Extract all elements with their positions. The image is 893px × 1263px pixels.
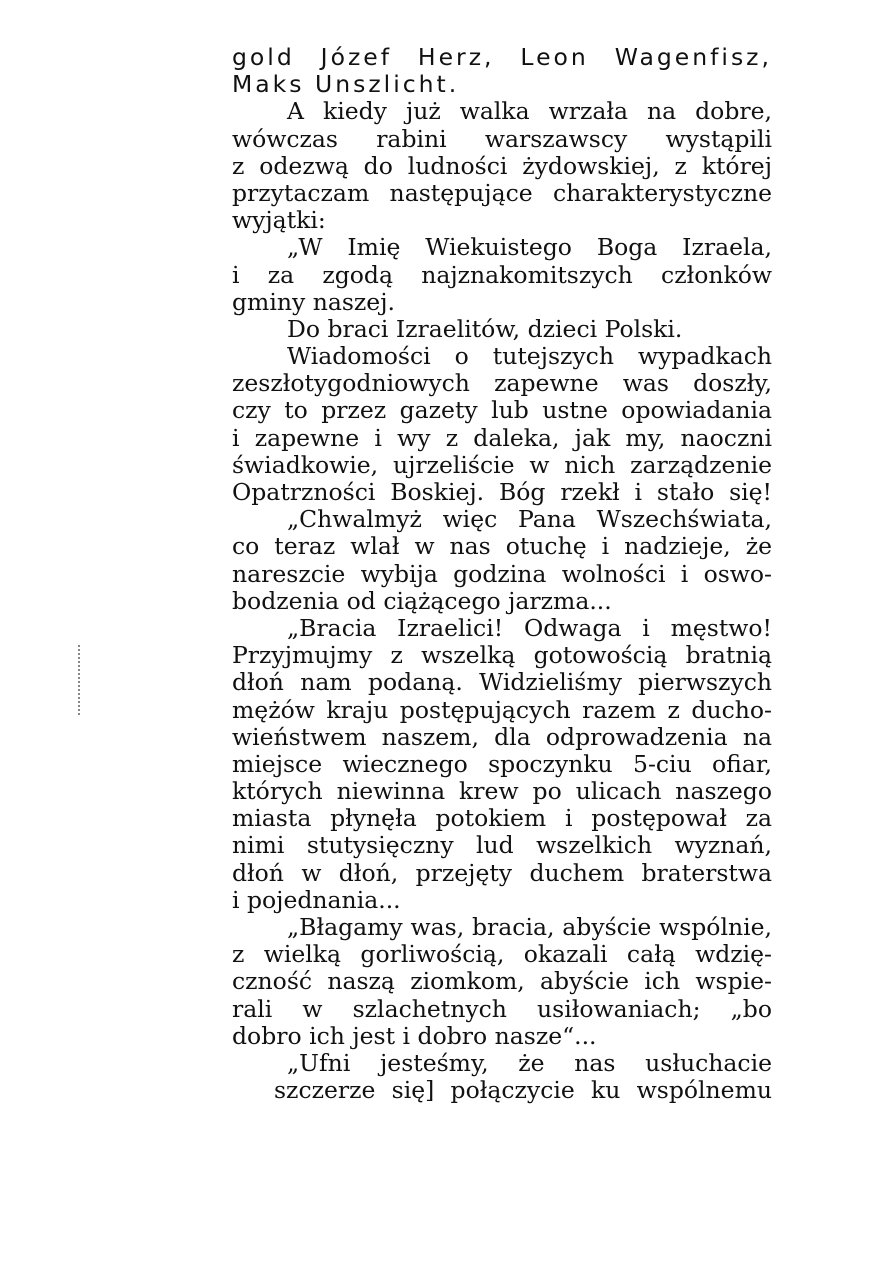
text-line: A kiedy już walka wrzała na dobre, bbox=[287, 97, 772, 126]
text-line: „Ufni jesteśmy, że nas usłuchacie bbox=[287, 1048, 772, 1077]
text-line: wieństwem naszem, dla odprowadzenia na bbox=[232, 722, 772, 751]
text-line: rali w szlachetnych usiłowaniach; „bo bbox=[232, 994, 772, 1023]
text-line: bodzenia od ciążącego jarzma... bbox=[232, 586, 612, 615]
text-line: miejsce wiecznego spoczynku 5-ciu ofiar, bbox=[232, 749, 772, 778]
text-line: wówczas rabini warszawscy wystąpili bbox=[232, 124, 772, 153]
text-line: Maks Unszlicht. bbox=[232, 70, 460, 99]
body-text bbox=[232, 44, 772, 1104]
text-line: co teraz wlał w nas otuchę i nadzieje, że bbox=[232, 532, 772, 561]
text-line: dłoń nam podaną. Widzieliśmy pierwszych bbox=[232, 668, 772, 697]
text-line: wyjątki: bbox=[232, 206, 326, 235]
text-line: miasta płynęła potokiem i postępował za bbox=[232, 804, 772, 833]
text-line: szczerze się] połączycie ku wspólnemu bbox=[274, 1076, 772, 1105]
text-line: świadkowie, ujrzeliście w nich zarządzenie bbox=[232, 450, 772, 479]
text-line: „Błagamy was, bracia, abyście wspólnie, bbox=[287, 913, 772, 941]
text-line: gold Józef Herz, Leon Wagenfisz, bbox=[232, 43, 772, 71]
text-line: czy to przez gazety lub ustne opowiadania bbox=[232, 396, 772, 425]
text-line: mężów kraju postępujących razem z ducho- bbox=[232, 695, 772, 724]
text-line: Przyjmujmy z wszelką gotowością bratnią bbox=[232, 641, 772, 670]
text-line: Do braci Izraelitów, dzieci Polski. bbox=[287, 314, 683, 343]
text-line: nareszcie wybija godzina wolności i oswo- bbox=[232, 559, 772, 588]
text-line: przytaczam następujące charakterystyczne bbox=[232, 178, 772, 207]
text-line: których niewinna krew po ulicach naszego bbox=[232, 777, 772, 806]
text-line: zeszłotygodniowych zapewne was doszły, bbox=[232, 369, 772, 398]
text-line: „Bracia Izraelici! Odwaga i męstwo! bbox=[287, 613, 772, 642]
text-line: gminy naszej. bbox=[232, 287, 395, 316]
text-line: nimi stutysięczny lud wszelkich wyznań, bbox=[232, 831, 772, 860]
text-line: dobro ich jest i dobro nasze“... bbox=[232, 1021, 597, 1050]
text-line: Opatrzności Boskiej. Bóg rzekł i stało się! bbox=[232, 478, 772, 506]
text-line: i zapewne i wy z daleka, jak my, naoczni bbox=[232, 423, 772, 452]
text-line: „W Imię Wiekuistego Boga Izraela, bbox=[287, 233, 772, 262]
text-line: z wielką gorliwością, okazali całą wdzię- bbox=[232, 940, 772, 969]
text-line: „Chwalmyż więc Pana Wszechświata, bbox=[287, 505, 772, 534]
text-line: i pojednania... bbox=[232, 885, 401, 914]
margin-dots bbox=[78, 645, 84, 715]
text-line: i za zgodą najznakomitszych członków bbox=[232, 260, 772, 289]
text-line: z odezwą do ludności żydowskiej, z której bbox=[232, 151, 772, 180]
text-line: czność naszą ziomkom, abyście ich wspie- bbox=[232, 967, 772, 996]
text-line: dłoń w dłoń, przejęty duchem braterstwa bbox=[232, 858, 772, 887]
text-line: Wiadomości o tutejszych wypadkach bbox=[287, 342, 772, 371]
